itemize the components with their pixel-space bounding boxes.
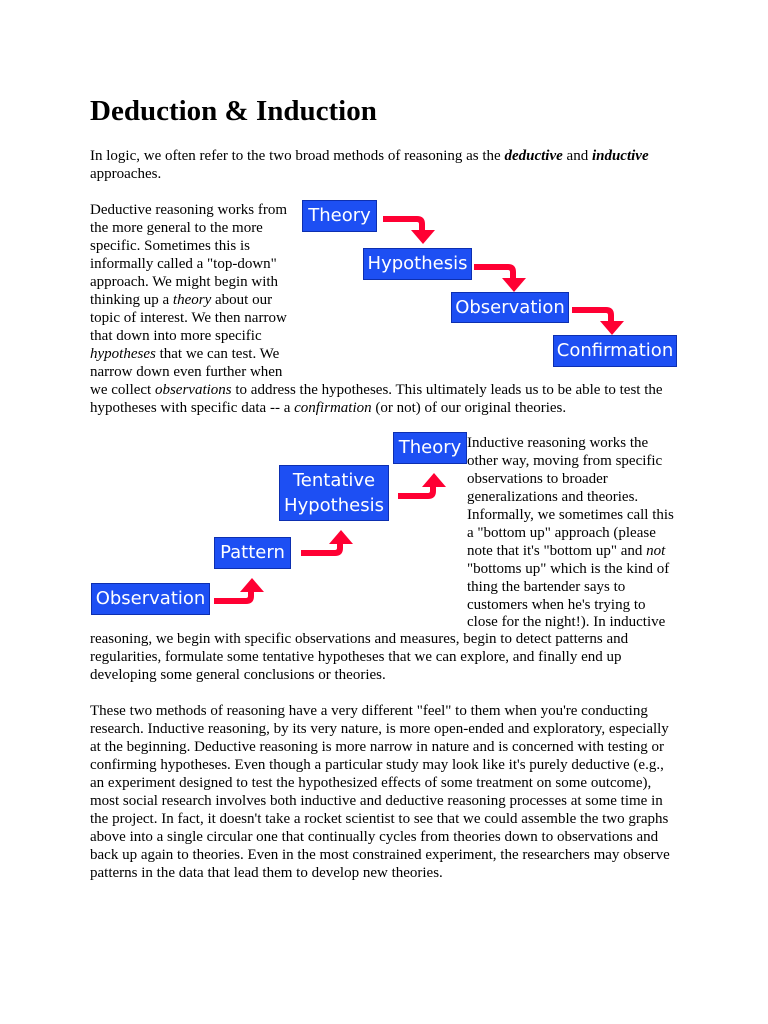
inductive-line: developing some general conclusions or theories. <box>90 667 386 683</box>
closing-line: at the beginning. Deductive reasoning is more narrow in nature and is concerned with testing or <box>90 739 664 755</box>
text-run: about our <box>211 292 273 308</box>
term-observations: observations <box>154 382 232 398</box>
text-run: that we can test. We <box>155 346 280 362</box>
box-label: Theory <box>308 205 371 226</box>
inductive-box-theory <box>393 432 467 464</box>
down-right-arrow-icon <box>572 303 632 337</box>
text-run: we collect <box>90 382 155 398</box>
closing-line: above into a single circular one that continually cycles from theories down to observations and <box>90 829 659 845</box>
closing-line: back up again to theories. Even in the most constrained experiment, the researchers may observe <box>90 847 670 863</box>
text-run: note that it's "bottom up" and <box>467 543 647 559</box>
box-label: Pattern <box>220 542 285 563</box>
intro-line-1 <box>90 147 649 165</box>
deductive-line <box>90 399 566 417</box>
closing-line: an experiment designed to test the hypothesized effects of some treatment on some outcome), <box>90 775 652 791</box>
term-not: not <box>646 543 666 559</box>
inductive-line: reasoning, we begin with specific observations and measures, begin to detect patterns and <box>90 631 629 647</box>
down-right-arrow-icon <box>383 212 443 246</box>
deductive-box-observation <box>451 292 569 323</box>
inductive-line: customers when he's trying to <box>467 597 646 613</box>
deductive-line <box>90 381 663 399</box>
box-label: Observation <box>95 588 206 609</box>
deductive-line: the more general to the more <box>90 220 263 236</box>
inductive-line: "bottoms up" which is the kind of <box>467 561 670 577</box>
term-theory: theory <box>172 292 212 308</box>
closing-line: research. Inductive reasoning, by its very nature, is more open-ended and exploratory, especially <box>90 721 669 737</box>
deductive-box-hypothesis <box>363 248 472 280</box>
deductive-line: narrow down even further when <box>90 364 283 380</box>
box-label: Observation <box>455 296 565 318</box>
inductive-line <box>467 542 665 560</box>
inductive-line: regularities, formulate some tentative hypotheses that we can explore, and finally end up <box>90 649 622 665</box>
inductive-line: thing the bartender says to <box>467 579 626 595</box>
box-label: Confirmation <box>556 340 674 361</box>
deductive-line: Deductive reasoning works from <box>90 202 288 218</box>
closing-line: most social research involves both inductive and deductive reasoning processes at some time in <box>90 793 663 809</box>
deductive-line: specific. Sometimes this is <box>90 238 250 254</box>
inductive-line: observations to broader <box>467 471 608 487</box>
text-run: to address the hypotheses. This ultimately leads us to be able to test the <box>231 382 663 398</box>
inductive-line: other way, moving from specific <box>467 453 663 469</box>
closing-line: the project. In fact, it doesn't take a rocket scientist to see that we could assemble the two graphs <box>90 811 669 827</box>
deductive-line <box>90 345 279 363</box>
page-title: Deduction & Induction <box>90 95 377 127</box>
closing-line: patterns in the data that lead them to develop new theories. <box>90 865 443 881</box>
box-label: Theory <box>398 437 462 458</box>
deductive-line: informally called a "top-down" <box>90 256 277 272</box>
up-right-arrow-icon <box>301 530 355 558</box>
up-right-arrow-icon <box>214 578 266 606</box>
intro-middle: and <box>562 148 592 164</box>
inductive-box-pattern <box>214 537 291 569</box>
deductive-line <box>90 291 272 309</box>
text-run: (or not) of our original theories. <box>371 400 567 416</box>
deductive-line: that down into more specific <box>90 328 262 344</box>
inductive-line: Inductive reasoning works the <box>467 435 649 451</box>
deductive-box-theory <box>302 200 377 232</box>
intro-term-deductive: deductive <box>504 148 563 164</box>
intro-line-2: approaches. <box>90 166 162 182</box>
box-label: Hypothesis <box>367 253 468 274</box>
intro-term-inductive: inductive <box>591 148 649 164</box>
down-right-arrow-icon <box>474 260 534 294</box>
inductive-line: Informally, we sometimes call this <box>467 507 674 523</box>
inductive-line: generalizations and theories. <box>467 489 639 505</box>
intro-prefix: In logic, we often refer to the two broad methods of reasoning as the <box>90 148 505 164</box>
deductive-line: approach. We might begin with <box>90 274 279 290</box>
closing-line: These two methods of reasoning have a very different "feel" to them when you're conducting <box>90 703 648 719</box>
inductive-box-observation <box>91 583 210 615</box>
deductive-line: topic of interest. We then narrow <box>90 310 287 326</box>
up-right-arrow-icon <box>398 473 448 501</box>
text-run: hypotheses with specific data -- a <box>90 400 295 416</box>
inductive-line: a "bottom up" approach (please <box>467 525 656 541</box>
box-label: Tentative Hypothesis <box>284 470 384 516</box>
closing-line: confirming hypotheses. Even though a particular study may look like it's purely deductive (e.g., <box>90 757 664 773</box>
text-run: thinking up a <box>90 292 173 308</box>
inductive-box-tentative-hypothesis <box>279 465 389 521</box>
term-confirmation: confirmation <box>294 400 372 416</box>
term-hypotheses: hypotheses <box>90 346 156 362</box>
deductive-box-confirmation <box>553 335 677 367</box>
inductive-line: close for the night!). In inductive <box>467 614 666 630</box>
